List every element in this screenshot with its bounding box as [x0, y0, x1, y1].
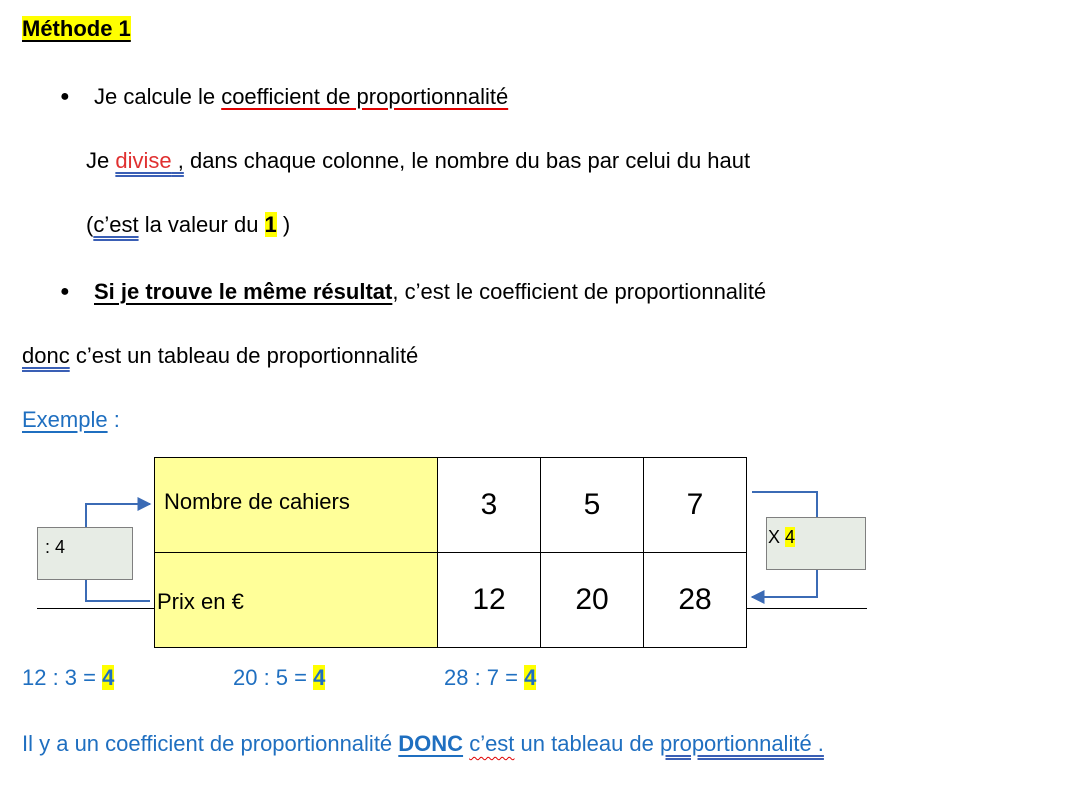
value-cest: c’est: [93, 212, 139, 237]
table-cell: 5: [541, 458, 644, 553]
example-label: [22, 407, 120, 433]
bullet1-term: coefficient de proportionnalité: [221, 84, 509, 109]
example-word: Exemple: [22, 407, 108, 432]
bullet2-rest: , c’est le coefficient de proportionnalité: [392, 279, 767, 304]
calc-result: 4: [102, 665, 115, 690]
table-row: [155, 458, 747, 553]
conclusion: [22, 731, 824, 757]
bullet-icon: ●: [60, 88, 70, 105]
calc-1: [22, 665, 114, 691]
multiply-x: X: [768, 527, 786, 547]
value-mid: la valeur du: [138, 212, 265, 237]
table-cell: 7: [644, 458, 747, 553]
divide-line: [86, 148, 750, 174]
row-label-prix-text: Prix en €: [157, 589, 244, 614]
table-cell: 20: [541, 553, 644, 648]
heading: [22, 16, 131, 42]
donc-rest: c’est un tableau de proportionnalité: [69, 343, 419, 368]
calc-result: 4: [313, 665, 326, 690]
proportion-table: [154, 457, 747, 648]
value-line: [86, 212, 290, 238]
multiply-by-box: [766, 517, 866, 570]
divide-verb: divise: [115, 148, 172, 173]
divide-comma: ,: [171, 148, 184, 173]
divide-prefix: Je: [86, 148, 116, 173]
bullet2-line: [94, 279, 766, 305]
multiply-by-label: [768, 527, 795, 548]
divide-by-box: [37, 527, 133, 580]
calc-3: [444, 665, 536, 691]
table-row: [155, 553, 747, 648]
bullet1-prefix: Je calcule le: [94, 84, 222, 109]
value-close: ): [276, 212, 291, 237]
divide-rest: dans chaque colonne, le nombre du bas par celui du haut: [183, 148, 751, 173]
table-cell: 28: [644, 553, 747, 648]
calc-2: [233, 665, 325, 691]
conclusion-cest: c’est: [469, 731, 515, 756]
calc-expr: 28 : 7 =: [444, 665, 525, 690]
row-label-cahiers-text: Nombre de cahiers: [164, 489, 350, 514]
calc-result: 4: [524, 665, 537, 690]
bullet1-line: [94, 84, 508, 110]
row-label-cahiers: [155, 458, 438, 553]
right-baseline: [747, 608, 867, 609]
divide-by-label: : 4: [45, 537, 66, 557]
conclusion-a: Il y a un coefficient de proportionnalité: [22, 731, 399, 756]
table-cell: 3: [438, 458, 541, 553]
calc-expr: 20 : 5 =: [233, 665, 314, 690]
value-open: (: [86, 212, 94, 237]
example-colon: :: [107, 407, 120, 432]
bullet-icon: ●: [60, 283, 70, 300]
donc-line: [22, 343, 418, 369]
calc-expr: 12 : 3 =: [22, 665, 103, 690]
donc-word: donc: [22, 343, 70, 368]
heading-text: Méthode 1: [22, 16, 131, 41]
conclusion-donc: DONC: [398, 731, 464, 756]
multiply-n: 4: [785, 527, 796, 547]
table-cell: 12: [438, 553, 541, 648]
left-baseline: [37, 608, 154, 609]
conclusion-b: un tableau de: [514, 731, 661, 756]
value-one: 1: [264, 212, 277, 237]
row-label-prix: [155, 553, 438, 648]
conclusion-prop: proportionnalité .: [660, 731, 824, 756]
bullet2-bold: Si je trouve le même résultat: [94, 279, 393, 304]
